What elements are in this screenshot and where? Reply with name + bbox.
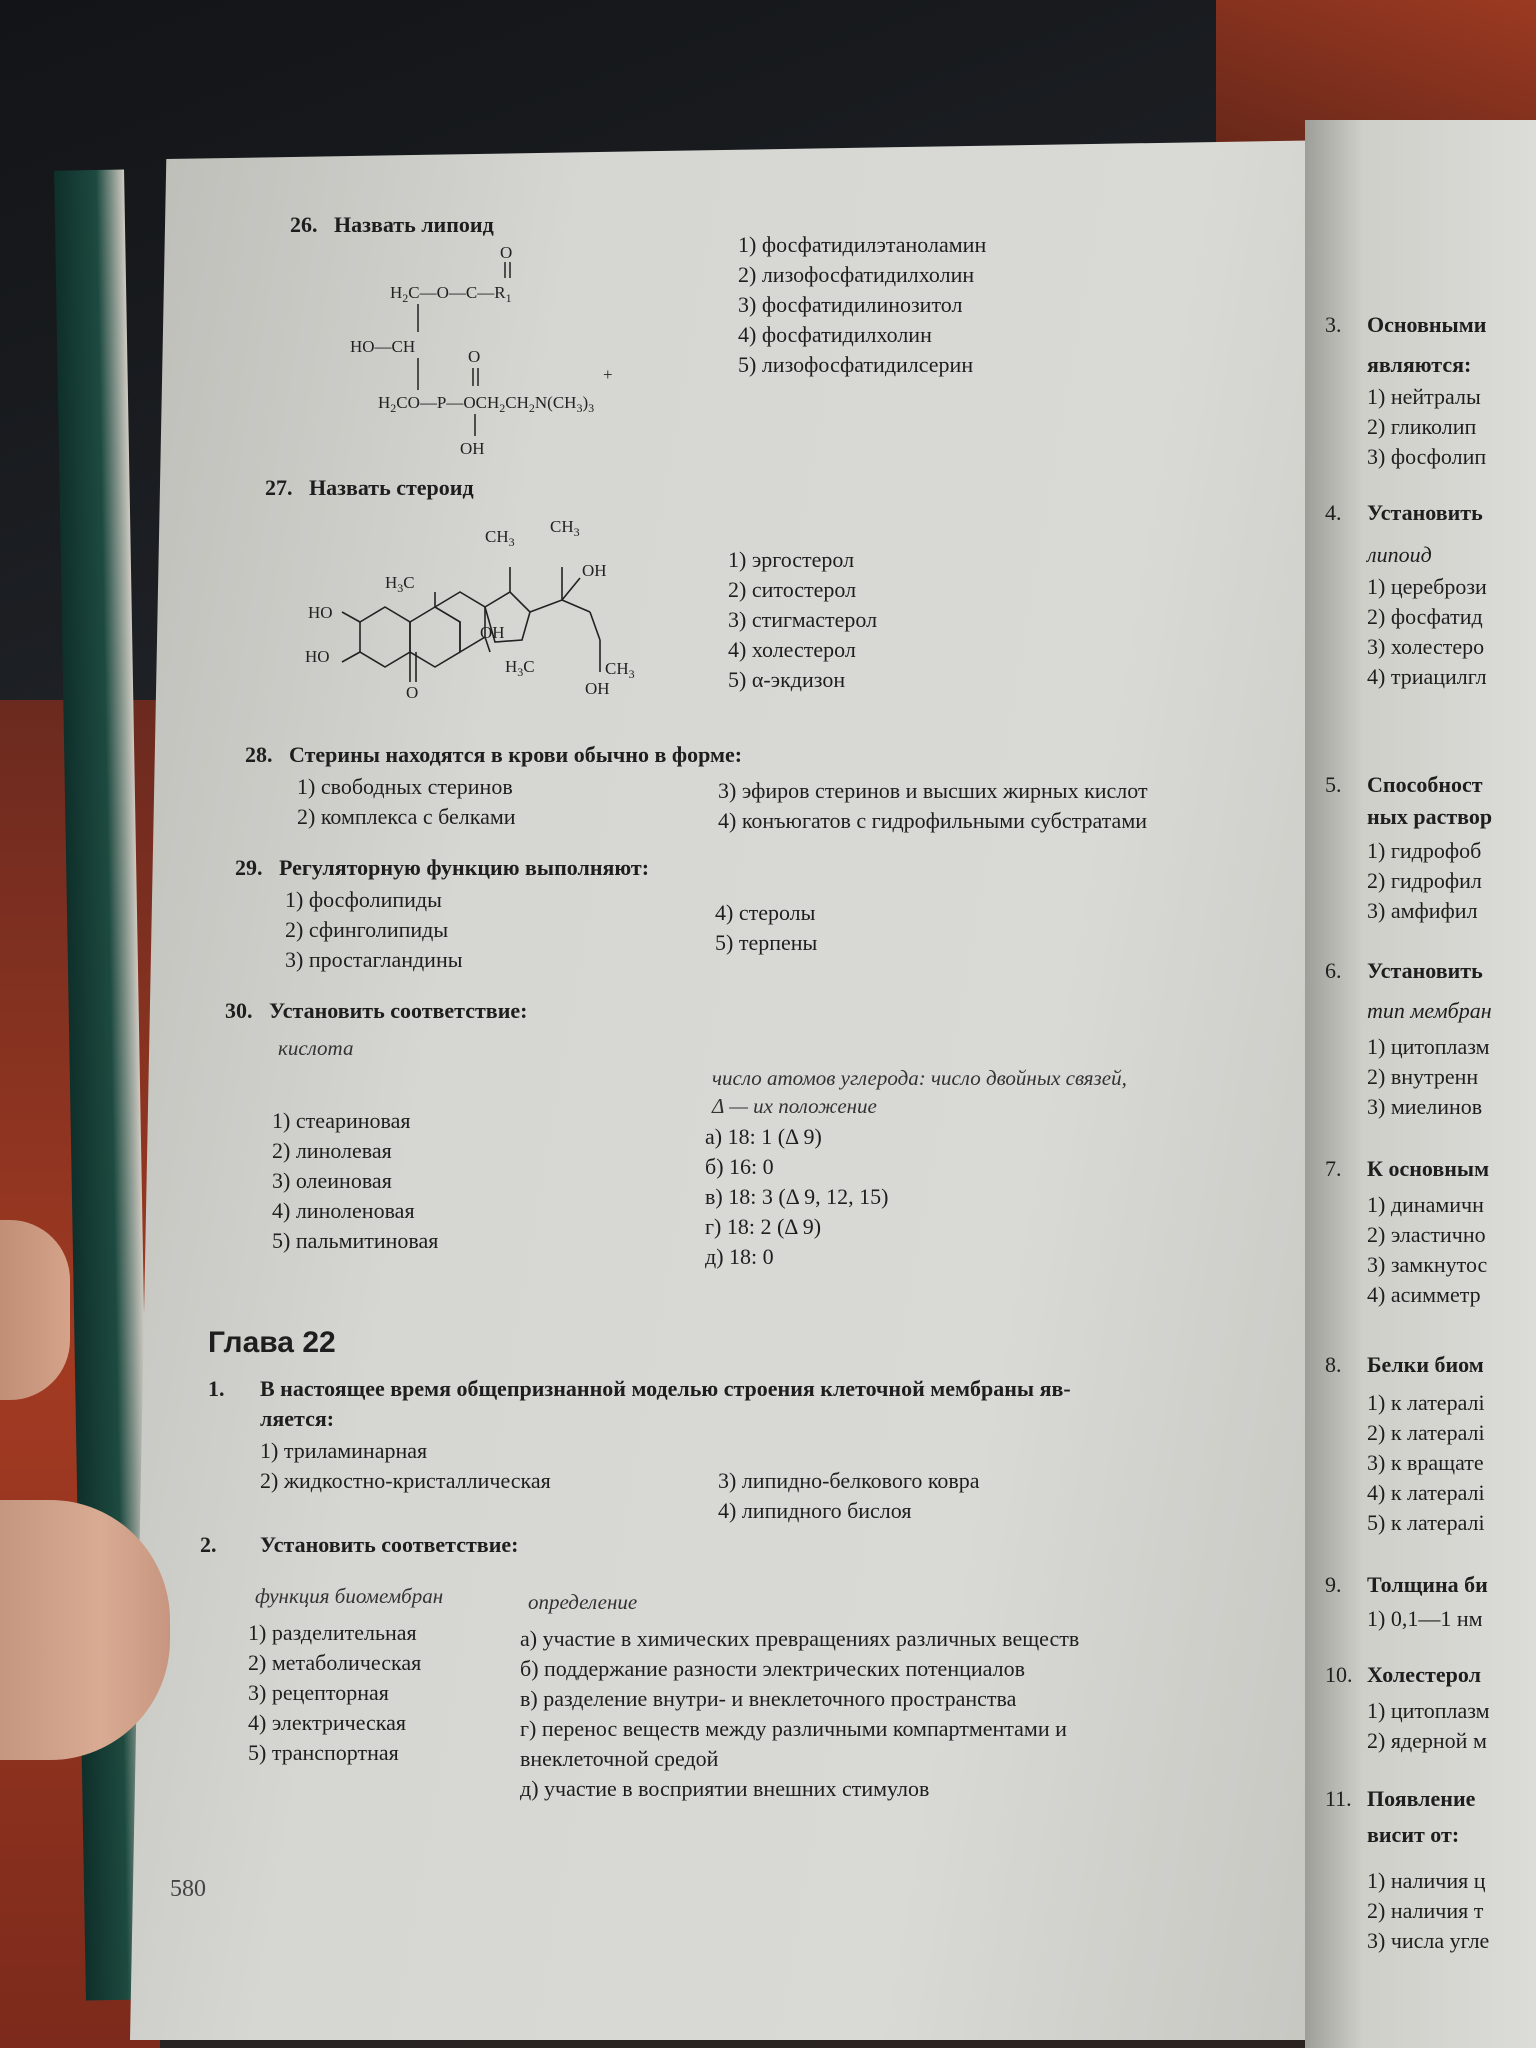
right-page-line [1325,1448,1484,1478]
match-item: 1) разделительная [248,1620,417,1645]
right-page-text: Способност [1367,772,1483,797]
question-number: 4. [1325,500,1342,525]
answer-option: 1) фосфатидилэтаноламин [738,232,987,257]
right-page-text: 4) асимметр [1367,1282,1481,1307]
match-item: д) 18: 0 [705,1244,774,1269]
right-page-text: 2) гидрофил [1367,868,1482,893]
question-30-right-heading-2: Δ — их положение [712,1094,877,1118]
answer-option: 5) α-экдизон [728,667,846,692]
chem-text: HO [305,647,330,666]
question-number: 5. [1325,772,1342,797]
question-text: В настоящее время общепризнанной моделью строения клеточной мембраны яв- [260,1376,1071,1401]
right-page-text: 1) цитоплазм [1367,1698,1490,1723]
right-page-text: Установить [1367,958,1483,983]
right-page-line [1325,1388,1485,1418]
right-page-line [1325,896,1478,926]
answer-option: 3) эфиров стеринов и высших жирных кислот [718,778,1148,803]
right-page-line [1325,1696,1490,1726]
match-item: 4) линоленовая [272,1198,415,1223]
question-number: 8. [1325,1352,1342,1377]
match-item: 2) линолевая [272,1138,392,1163]
right-page-line [1325,1866,1486,1896]
chem-text: OH [585,679,610,698]
question-number: 2. [200,1532,217,1557]
right-page-text: 1) нейтралы [1367,384,1481,409]
question-27-title [265,475,474,501]
right-page-text: 1) 0,1—1 нм [1367,1606,1483,1631]
question-number: 3. [1325,312,1342,337]
right-page-text: 4) триацилгл [1367,664,1487,689]
right-page-text: висит от: [1367,1822,1460,1847]
finger [0,1220,70,1400]
right-page-line [1325,350,1471,380]
right-page-line [1325,1726,1487,1756]
chem-text: O [406,683,419,702]
right-page-text: 2) эластично [1367,1222,1486,1247]
right-page-text: 3) миелинов [1367,1094,1483,1119]
match-item: внеклеточной средой [520,1746,719,1771]
question-number: 6. [1325,958,1342,983]
match-item: б) поддержание разности электрических потенциалов [520,1656,1025,1681]
right-page-line [1325,602,1483,632]
chem-text: $H_3C$ [505,657,535,679]
right-page-text: Появление [1367,1786,1476,1811]
question-text: Назвать липоид [334,212,494,237]
match-item: 5) пальмитиновая [272,1228,439,1253]
right-page-text: 1) наличия ц [1367,1868,1486,1893]
right-page-text: 3) холестеро [1367,634,1485,659]
right-page-line [1325,662,1487,692]
right-page-text: Толщина би [1367,1572,1488,1597]
right-page-line [1325,996,1492,1026]
answer-option: 2) ситостерол [728,577,857,602]
answer-option: 1) триламинарная [260,1438,428,1463]
question-text: Установить соответствие: [260,1532,519,1557]
question-28-options-left [297,772,516,832]
chem-text: HO [308,603,333,622]
chem-text: $H_3C$ [385,573,415,595]
question-28-options-right [718,776,1148,836]
match-item: 4) электрическая [248,1710,407,1735]
match-item: в) разделение внутри- и внеклеточного пространства [520,1686,1017,1711]
chapter-title: Глава 22 [208,1326,336,1359]
match-item: г) 18: 2 (Δ 9) [705,1214,822,1239]
chem-text: HO—CH [350,337,416,356]
chapter-question-2-right-list [520,1624,1079,1804]
right-page-line [1325,1220,1486,1250]
right-page-line [1325,442,1486,472]
answer-option: 2) сфинголипиды [285,917,449,942]
right-page-line [1325,1508,1485,1538]
match-item: б) 16: 0 [705,1154,774,1179]
right-page-text: 2) фосфатид [1367,604,1483,629]
answer-option: 4) фосфатидилхолин [738,322,932,347]
answer-option: 1) фосфолипиды [285,887,442,912]
right-page-line [1325,632,1484,662]
right-page-question [1325,498,1483,528]
question-text: Назвать стероид [309,475,474,500]
right-page-question [1325,1784,1475,1814]
answer-option: 3) фосфатидилинозитол [738,292,963,317]
question-number: 29. [235,855,263,880]
right-page-question [1325,956,1483,986]
page-number: 580 [170,1876,206,1902]
question-text: Регуляторную функцию выполняют: [279,855,650,880]
right-page-text: 3) фосфолип [1367,444,1487,469]
match-item: а) 18: 1 (Δ 9) [705,1124,822,1149]
right-page-question [1325,1350,1484,1380]
answer-option: 5) терпены [715,930,818,955]
right-page-line [1325,1092,1482,1122]
right-page-line [1325,1190,1484,1220]
answer-option: 4) липидного бислоя [718,1498,912,1523]
right-page-text: 1) гидрофоб [1367,838,1482,863]
right-page-text: ных раствор [1367,804,1493,829]
right-page-line [1325,540,1432,570]
right-page-text: тип мембран [1367,998,1492,1023]
question-number: 7. [1325,1156,1342,1181]
chem-text: $H_2C—O—C—R_1$ [390,283,512,305]
right-page-question [1325,1570,1488,1600]
right-page-line [1325,1280,1481,1310]
match-item: г) перенос веществ между различными компартментами и [520,1716,1067,1741]
question-number: 27. [265,475,293,500]
match-item: 1) стеариновая [272,1108,411,1133]
right-page-text: 1) динамичн [1367,1192,1484,1217]
question-30-title [225,998,527,1024]
question-number: 1. [208,1376,225,1401]
right-page-text: Холестерол [1367,1662,1481,1687]
answer-option: 1) свободных стеринов [297,774,513,799]
question-number: 28. [245,742,273,767]
right-page-text: Установить [1367,500,1483,525]
right-page-line [1325,1896,1483,1926]
question-26-options [738,230,986,380]
right-page-question [1325,770,1483,800]
question-26-title [290,212,494,238]
chem-text: O [468,347,481,366]
answer-option: 2) комплекса с белками [297,804,516,829]
match-item: д) участие в восприятии внешних стимулов [520,1776,930,1801]
right-page-line [1325,572,1487,602]
right-page [1305,120,1536,2048]
right-page-line [1325,412,1476,442]
chapter-question-1-title [208,1376,1071,1402]
question-text: Установить соответствие: [269,998,528,1023]
match-item: в) 18: 3 (Δ 9, 12, 15) [705,1184,889,1209]
right-page-text: К основным [1367,1156,1490,1181]
question-29-options-right [715,898,817,958]
answer-option: 4) холестерол [728,637,856,662]
right-page-text: 2) внутренн [1367,1064,1479,1089]
chapter-question-1-options-right [718,1466,980,1526]
steroid-structure [300,512,680,702]
question-30-left-heading: кислота [278,1036,354,1060]
right-page-line [1325,1478,1485,1508]
answer-option: 4) стеролы [715,900,816,925]
right-page-text: 5) к латералі [1367,1510,1485,1535]
right-page-text: 2) наличия т [1367,1898,1484,1923]
answer-option: 5) лизофосфатидилсерин [738,352,974,377]
right-page-text: 3) числа угле [1367,1928,1490,1953]
right-page-question [1325,310,1486,340]
chem-text: $CH_3$ [550,517,580,539]
right-page-question [1325,1154,1489,1184]
right-page-line [1325,1820,1459,1850]
answer-option: 2) лизофосфатидилхолин [738,262,975,287]
right-page-line [1325,836,1481,866]
question-number: 11. [1325,1786,1352,1811]
chapter-question-2-left-list [248,1618,421,1768]
right-page-line [1325,1062,1478,1092]
match-item: 3) рецепторная [248,1680,389,1705]
right-page-text: 3) амфифил [1367,898,1478,923]
question-30-left-list [272,1106,438,1256]
chem-text: OH [480,623,505,642]
question-30-right-heading: число атомов углерода: число двойных связей, [712,1066,1127,1090]
right-page-text: являются: [1367,352,1472,377]
question-29-title [235,855,649,881]
question-30-right-list [705,1122,888,1272]
right-page-text: Белки биом [1367,1352,1484,1377]
chapter-question-1-title-cont: ляется: [260,1406,335,1431]
right-page-text: 4) к латералі [1367,1480,1485,1505]
chem-text: $H_2CO—P—OCH_2CH_2N(CH_3)_3$ [378,393,595,415]
question-28-title [245,742,742,768]
chapter-question-2-left-heading: функция биомембран [255,1584,444,1608]
right-page-line [1325,1926,1489,1956]
chem-text: $CH_3$ [485,527,515,549]
answer-option: 3) простагландины [285,947,463,972]
right-page-text: 2) гликолип [1367,414,1477,439]
question-number: 30. [225,998,253,1023]
right-page-line [1325,866,1482,896]
right-page-text: 1) церебрози [1367,574,1487,599]
right-page-text: 2) ядерной м [1367,1728,1487,1753]
chem-text: $CH_3$ [605,659,635,681]
question-number: 26. [290,212,318,237]
right-page-text: 3) замкнутос [1367,1252,1488,1277]
question-number: 10. [1325,1662,1353,1687]
right-page-line [1325,802,1492,832]
chem-text: + [603,365,613,384]
chapter-question-1-options-left [260,1436,551,1496]
right-page-line [1325,1250,1487,1280]
match-item: 3) олеиновая [272,1168,392,1193]
right-page-text: Основными [1367,312,1487,337]
chapter-question-2-right-heading: определение [528,1590,638,1614]
right-page-line [1325,1604,1483,1634]
question-number: 9. [1325,1572,1342,1597]
lipoid-structure [340,240,710,460]
right-page-line [1325,1032,1490,1062]
right-page-text: липоид [1367,542,1432,567]
right-page-line [1325,1418,1485,1448]
answer-option: 4) конъюгатов с гидрофильными субстратами [718,808,1148,833]
answer-option: 3) стигмастерол [728,607,878,632]
chapter-question-2-title [200,1532,518,1558]
match-item: 5) транспортная [248,1740,399,1765]
right-page-line [1325,382,1481,412]
right-page-text: 2) к латералі [1367,1420,1485,1445]
question-29-options-left [285,885,463,975]
right-page-text: 1) цитоплазм [1367,1034,1490,1059]
answer-option: 2) жидкостно-кристаллическая [260,1468,551,1493]
match-item: а) участие в химических превращениях различных веществ [520,1626,1080,1651]
chem-text: O [500,243,513,262]
right-page-text: 1) к латералі [1367,1390,1485,1415]
question-27-options [728,545,877,695]
chem-text: OH [582,561,607,580]
right-page-question [1325,1660,1481,1690]
answer-option: 1) эргостерол [728,547,855,572]
match-item: 2) метаболическая [248,1650,422,1675]
right-page-text: 3) к вращате [1367,1450,1484,1475]
question-text: Стерины находятся в крови обычно в форме: [289,742,743,767]
chem-text: OH [460,439,485,458]
answer-option: 3) липидно-белкового ковра [718,1468,980,1493]
